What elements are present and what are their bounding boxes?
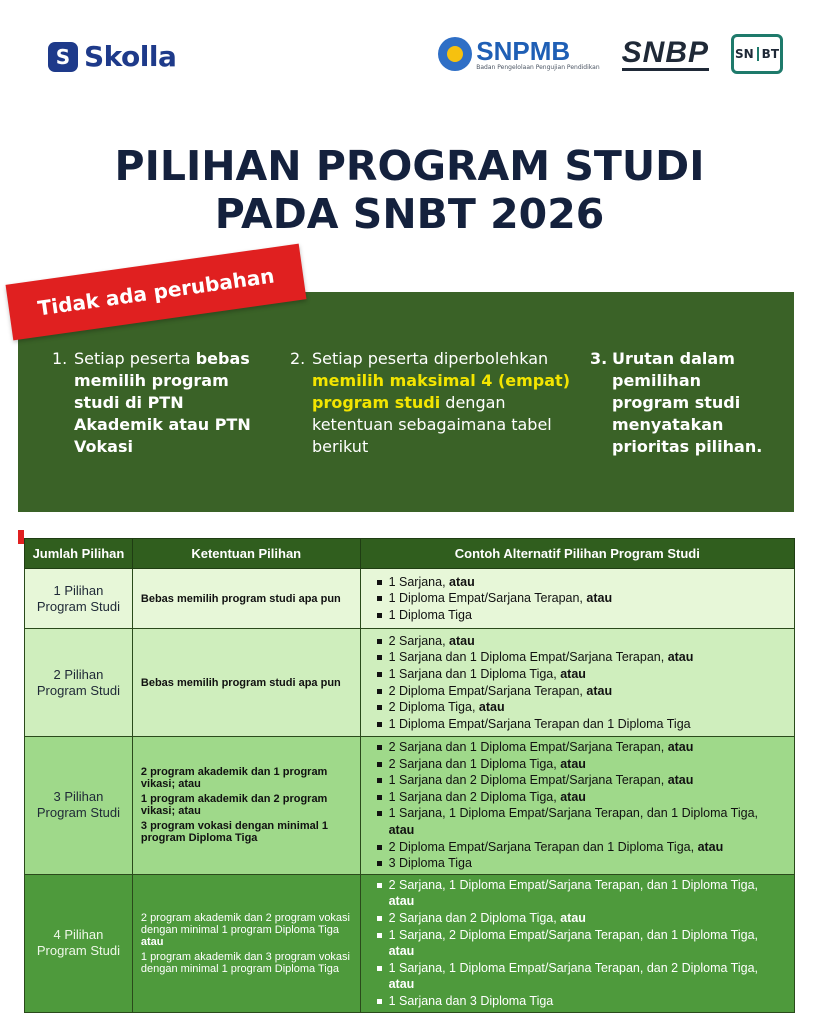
example-text: 1 Sarjana dan 2 Diploma Tiga, xyxy=(388,789,561,804)
skolla-logo xyxy=(48,40,176,73)
example-text: 2 Sarjana dan 2 Diploma Tiga, xyxy=(388,910,561,925)
example-text: 2 Sarjana dan 1 Diploma Tiga, xyxy=(388,756,561,771)
info-point-2 xyxy=(290,348,574,458)
rule-text xyxy=(141,793,352,817)
example-text: 2 Diploma Empat/Sarjana Terapan, xyxy=(388,683,587,698)
example-text: 1 Sarjana dan 3 Diploma Tiga xyxy=(388,993,554,1008)
choice-table-wrapper xyxy=(24,538,795,1013)
example-item xyxy=(375,607,786,624)
info-point-number: 2. xyxy=(290,349,306,368)
example-connector: atau xyxy=(560,666,586,681)
rule-text-main: 2 program akademik dan 1 program vikasi; xyxy=(140,766,328,791)
info-point-bold: Urutan dalam pemilihan program studi menyatakan prioritas pilihan. xyxy=(612,349,763,456)
snbt-logo-part-b: BT xyxy=(761,47,780,61)
info-point-number: 3. xyxy=(590,349,608,368)
example-text: 2 Sarjana dan 1 Diploma Empat/Sarjana Terapan, xyxy=(388,740,668,754)
example-connector: atau xyxy=(667,740,694,754)
example-text: 1 Diploma Empat/Sarjana Terapan dan 1 Diploma Tiga xyxy=(388,716,691,731)
example-item xyxy=(375,739,786,756)
example-text: 1 Sarjana dan 1 Diploma Empat/Sarjana Terapan, xyxy=(388,650,668,665)
skolla-logo-icon: S xyxy=(48,42,78,72)
choice-count-line: Program Studi xyxy=(36,598,120,614)
example-connector: atau xyxy=(478,700,505,715)
example-connector: atau xyxy=(449,633,475,648)
example-item xyxy=(375,789,786,806)
example-item xyxy=(375,756,786,773)
snpmb-logo xyxy=(438,37,599,71)
choice-count-line: 4 Pilihan xyxy=(53,927,104,943)
example-text: 2 Sarjana, 1 Diploma Empat/Sarjana Terapan, dan 1 Diploma Tiga, xyxy=(388,877,759,892)
example-connector: atau xyxy=(586,591,613,606)
example-connector: atau xyxy=(667,773,694,788)
rule-text xyxy=(141,912,352,948)
example-item xyxy=(375,683,786,700)
page-title-line-1: PILIHAN PROGRAM STUDI xyxy=(114,142,705,190)
tut-wuri-emblem-icon xyxy=(438,37,472,71)
example-connector: atau xyxy=(586,683,613,698)
choice-count-cell xyxy=(25,629,133,737)
snbp-logo xyxy=(621,35,709,71)
example-text: 1 Sarjana, xyxy=(388,574,450,589)
example-item xyxy=(375,649,786,666)
example-cell xyxy=(360,629,794,737)
table-header-row xyxy=(25,539,795,569)
choice-count-line: Program Studi xyxy=(36,943,120,959)
example-text: 1 Sarjana, 1 Diploma Empat/Sarjana Terapan, dan 1 Diploma Tiga, xyxy=(388,806,759,821)
info-point-text: Setiap peserta xyxy=(74,349,196,368)
rule-text: Bebas memilih program studi apa pun xyxy=(140,592,341,605)
example-connector: atau xyxy=(560,756,586,771)
snbt-logo-part-a: SN xyxy=(734,47,754,61)
partner-logos xyxy=(438,34,783,74)
table-row xyxy=(25,569,795,629)
example-connector: atau xyxy=(560,789,586,804)
rule-cell xyxy=(132,629,360,737)
example-connector: atau xyxy=(388,894,415,909)
example-item xyxy=(375,960,786,993)
choice-count-line: 2 Pilihan xyxy=(53,666,104,682)
info-point-number: 1. xyxy=(52,349,68,368)
table-row xyxy=(25,737,795,875)
info-point-text-end: dengan ketentuan sebagaimana tabel berikut xyxy=(312,393,552,456)
info-point-3 xyxy=(590,348,782,458)
example-item xyxy=(375,590,786,607)
rule-cell xyxy=(132,569,360,629)
example-item xyxy=(375,855,786,872)
choice-count-line: 3 Pilihan xyxy=(53,789,104,805)
example-connector: atau xyxy=(667,650,694,665)
rule-connector: atau xyxy=(178,778,201,791)
choice-table xyxy=(24,538,795,1013)
example-connector: atau xyxy=(697,839,724,854)
rule-text xyxy=(141,766,352,790)
example-item xyxy=(375,666,786,683)
rule-text-main: 2 program akademik dan 2 program vokasi dengan minimal 1 program Diploma Tiga xyxy=(140,911,350,936)
rule-text-main: 1 program akademik dan 3 program vokasi dengan minimal 1 program Diploma Tiga xyxy=(140,950,350,975)
example-item xyxy=(375,633,786,650)
example-connector: atau xyxy=(388,944,415,959)
skolla-logo-text: Skolla xyxy=(84,40,177,73)
example-text: 1 Diploma Empat/Sarjana Terapan, xyxy=(388,591,587,606)
example-text: 2 Diploma Empat/Sarjana Terapan dan 1 Diploma Tiga, xyxy=(388,839,698,854)
example-text: 3 Diploma Tiga xyxy=(388,856,472,871)
rule-text-main: 1 program akademik dan 2 program vikasi; xyxy=(140,793,328,818)
example-connector: atau xyxy=(560,910,586,925)
rule-cell xyxy=(132,874,360,1012)
example-cell xyxy=(360,874,794,1012)
example-text: 1 Sarjana, 2 Diploma Empat/Sarjana Terapan, dan 1 Diploma Tiga, xyxy=(388,927,759,942)
example-item xyxy=(375,927,786,960)
example-item xyxy=(375,805,786,838)
rule-connector: atau xyxy=(140,935,164,948)
example-item xyxy=(375,839,786,856)
info-point-text: Setiap peserta diperbolehkan xyxy=(312,349,549,368)
example-text: 2 Sarjana, xyxy=(388,633,450,648)
example-text: 1 Sarjana dan 2 Diploma Empat/Sarjana Terapan, xyxy=(388,773,668,788)
snpmb-wordmark: SNPMB xyxy=(476,35,571,66)
info-point-bold: bebas memilih program studi di PTN Akademik atau PTN Vokasi xyxy=(74,349,251,456)
example-connector: atau xyxy=(388,977,415,992)
example-text: 1 Sarjana dan 1 Diploma Tiga, xyxy=(388,666,561,681)
no-change-ribbon: Tidak ada perubahan xyxy=(6,244,307,341)
choice-count-cell xyxy=(25,569,133,629)
choice-count-line: 1 Pilihan xyxy=(53,582,104,598)
choice-count-cell xyxy=(25,737,133,875)
example-item xyxy=(375,716,786,733)
table-row xyxy=(25,629,795,737)
rule-text-main: 3 program vokasi dengan minimal 1 program Diploma Tiga xyxy=(140,820,328,845)
example-item xyxy=(375,910,786,927)
example-item xyxy=(375,772,786,789)
example-text: 1 Diploma Tiga xyxy=(388,607,472,622)
rule-text: Bebas memilih program studi apa pun xyxy=(140,676,341,689)
header-ketentuan-pilihan: Ketentuan Pilihan xyxy=(132,539,360,569)
example-item xyxy=(375,699,786,716)
example-cell xyxy=(360,569,794,629)
rule-text xyxy=(141,820,352,844)
snbt-divider xyxy=(757,47,759,61)
rule-connector: atau xyxy=(178,805,201,818)
example-cell xyxy=(360,737,794,875)
example-text: 2 Diploma Tiga, xyxy=(388,700,479,715)
snbt-logo xyxy=(731,34,783,74)
page-title-line-2: PADA SNBT 2026 xyxy=(214,190,605,238)
snpmb-subtitle: Badan Pengelolaan Pengujian Pendidikan xyxy=(476,63,600,71)
snbp-wordmark: SNBP xyxy=(621,35,709,69)
rule-cell xyxy=(132,737,360,875)
info-point-1 xyxy=(52,348,270,458)
example-item xyxy=(375,877,786,910)
rule-text xyxy=(141,951,352,975)
example-text: 1 Sarjana, 1 Diploma Empat/Sarjana Terapan, dan 2 Diploma Tiga, xyxy=(388,960,759,975)
header-contoh-alternatif: Contoh Alternatif Pilihan Program Studi xyxy=(360,539,794,569)
header-jumlah-pilihan: Jumlah Pilihan xyxy=(25,539,133,569)
choice-count-line: Program Studi xyxy=(36,805,120,821)
table-row xyxy=(25,874,795,1012)
example-item xyxy=(375,993,786,1010)
example-connector: atau xyxy=(388,822,415,837)
example-item xyxy=(375,574,786,591)
page-title xyxy=(0,142,819,238)
info-point-highlight: memilih maksimal 4 (empat) program studi xyxy=(312,371,570,412)
choice-count-cell xyxy=(25,874,133,1012)
choice-count-line: Program Studi xyxy=(36,682,120,698)
example-connector: atau xyxy=(449,574,475,589)
